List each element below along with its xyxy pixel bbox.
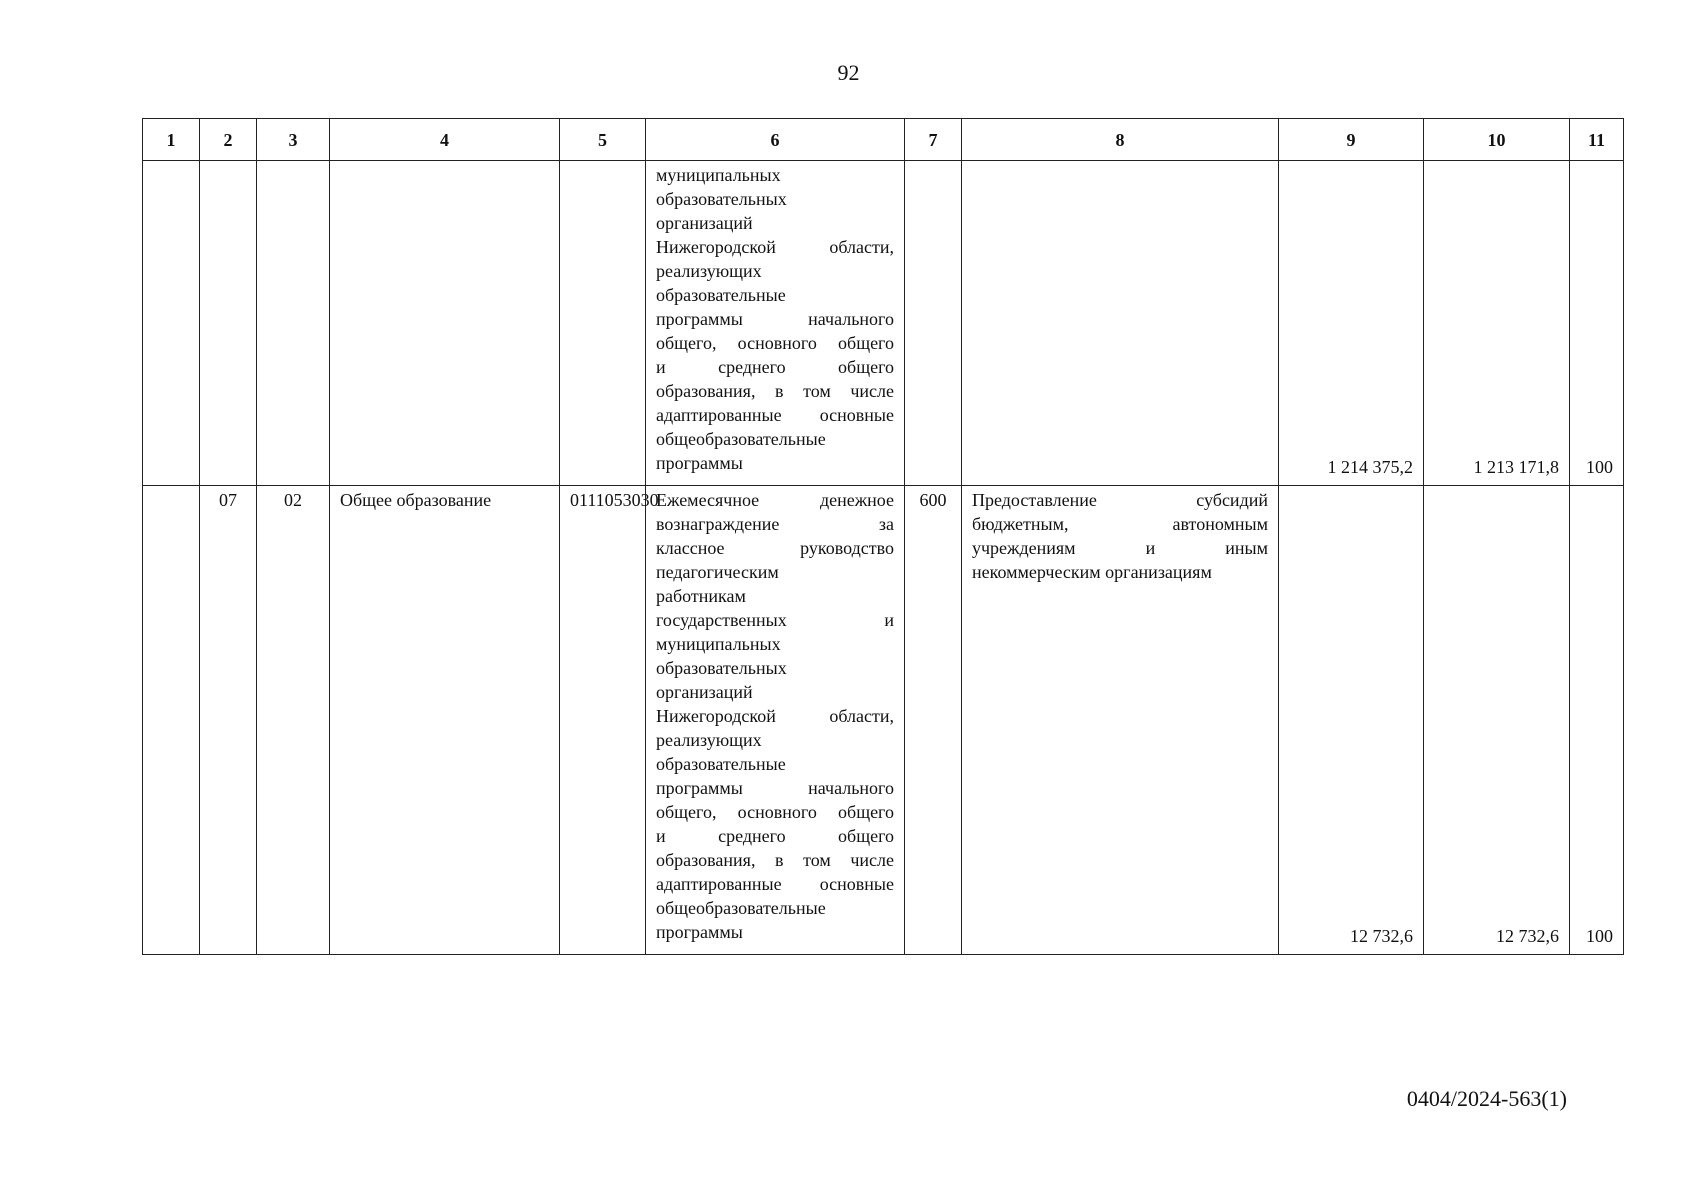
cell-text-line: Предоставление субсидий [972,490,1268,510]
cell-expense-type: 600 [905,486,962,955]
cell-section [200,161,257,486]
cell-percent: 100 [1570,486,1624,955]
cell-text-line: организаций [656,213,753,233]
cell-target-name [646,161,905,486]
cell-amount-actual: 12 732,6 [1424,486,1570,955]
cell-text-line: программы начального [656,309,894,329]
column-header: 5 [560,119,646,161]
cell-text-line: государственных и [656,610,894,630]
cell-expense-type-name [962,486,1279,955]
cell-target-name [646,486,905,955]
cell-text-line: педагогическим [656,562,779,582]
cell-text-line: муниципальных [656,634,781,654]
cell-amount-planned: 1 214 375,2 [1279,161,1424,486]
cell-text-line: образовательных [656,658,787,678]
cell-target-code [560,161,646,486]
cell-text-line: и среднего общего [656,357,894,377]
page-number: 92 [837,60,860,85]
cell-percent: 100 [1570,161,1624,486]
table-row [143,161,1624,486]
cell-text-line: муниципальных [656,165,781,185]
cell-amount-actual: 1 213 171,8 [1424,161,1570,486]
cell-text-line: общеобразовательные [656,429,826,449]
cell-text-line: вознаграждение за [656,514,894,534]
document-code: 0404/2024-563(1) [1406,1086,1567,1111]
cell-text-line: программы [656,453,743,473]
cell-text-line: образовательные [656,754,786,774]
cell-text-line: общего, основного общего [656,802,894,822]
cell-text-line: Ежемесячное денежное [656,490,894,510]
cell-text-line: адаптированные основные [656,405,894,425]
cell-text-line: образовательные [656,285,786,305]
cell-text-line: классное руководство [656,538,894,558]
cell-text-line: некоммерческим организациям [972,562,1212,582]
cell-text-line: реализующих [656,730,762,750]
cell-text-line: общеобразовательные [656,898,826,918]
cell-text-line: программы [656,922,743,942]
cell-text-line: учреждениям и иным [972,538,1268,558]
cell-expense-type [905,161,962,486]
cell-text-line: образования, в том числе [656,850,894,870]
cell-text-line: работникам [656,586,746,606]
cell-text-line: образовательных [656,189,787,209]
cell-subsection [257,161,330,486]
column-header: 10 [1424,119,1570,161]
cell-section-name [330,161,560,486]
cell-col1 [143,486,200,955]
cell-text-line: 011105 [570,490,623,510]
column-header: 1 [143,119,200,161]
cell-text-line: и среднего общего [656,826,894,846]
column-header: 4 [330,119,560,161]
column-header: 9 [1279,119,1424,161]
cell-text-line: программы начального [656,778,894,798]
cell-text-line: 3030 [622,490,659,510]
cell-text-line: бюджетным, автономным [972,514,1268,534]
cell-amount-planned: 12 732,6 [1279,486,1424,955]
column-header: 8 [962,119,1279,161]
table-row [143,486,1624,955]
budget-table [142,118,1624,955]
cell-text-line: Нижегородской области, [656,237,894,257]
cell-target-code [560,486,659,955]
column-header: 2 [200,119,257,161]
cell-text-line: Нижегородской области, [656,706,894,726]
cell-text-line: организаций [656,682,753,702]
table-header-row [143,119,1624,161]
cell-expense-type-name [962,161,1279,486]
cell-text-line: общего, основного общего [656,333,894,353]
column-header: 3 [257,119,330,161]
column-header: 7 [905,119,962,161]
cell-section-name: Общее образование [330,486,560,955]
column-header: 11 [1570,119,1624,161]
column-header: 6 [646,119,905,161]
cell-text-line: реализующих [656,261,762,281]
cell-section: 07 [200,486,257,955]
cell-text-line: образования, в том числе [656,381,894,401]
cell-col1 [143,161,200,486]
cell-subsection: 02 [257,486,330,955]
cell-text-line: адаптированные основные [656,874,894,894]
